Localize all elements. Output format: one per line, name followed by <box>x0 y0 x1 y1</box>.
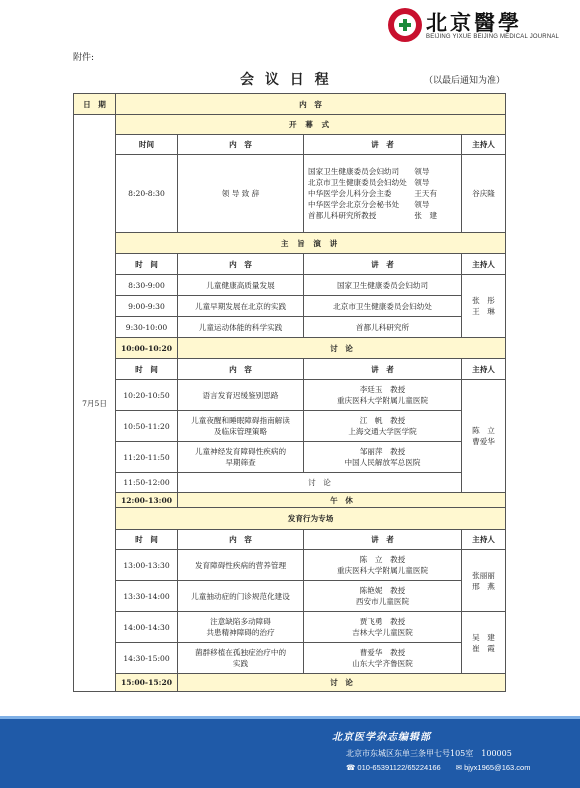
header-content: 内 容 <box>178 135 304 155</box>
journal-logo <box>388 8 422 42</box>
schedule-table <box>73 93 506 692</box>
special-speaker: 贾飞勇 教授 吉林大学儿童医院 <box>304 612 462 643</box>
discussion-label: 讨 论 <box>178 473 462 493</box>
opening-title: 开 幕 式 <box>116 115 506 135</box>
keynote-hosts: 张 彤 王 琳 <box>462 275 506 338</box>
footer-editor: 北京医学杂志编辑部 <box>332 732 431 743</box>
header-speaker: 讲 者 <box>304 359 462 380</box>
header-host: 主持人 <box>462 254 506 275</box>
session-content: 语言发育迟缓鉴别思路 <box>178 380 304 411</box>
special-hosts: 吴 建 崔 霞 <box>462 612 506 674</box>
lunch-time: 12:00-13:00 <box>116 493 178 508</box>
header-speaker: 讲 者 <box>304 135 462 155</box>
header-speaker: 讲 者 <box>304 530 462 550</box>
special-speaker: 曹爱华 教授 山东大学齐鲁医院 <box>304 643 462 674</box>
session-time: 11:20-11:50 <box>116 442 178 473</box>
session-speaker: 邹丽萍 教授 中国人民解放军总医院 <box>304 442 462 473</box>
header-time: 时 间 <box>116 530 178 550</box>
journal-name-en: BEIJING YIXUE BEIJING MEDICAL JOURNAL <box>426 34 560 40</box>
keynote-title: 主 旨 演 讲 <box>116 233 506 254</box>
lunch-label: 午 休 <box>178 493 506 508</box>
journal-name-cn: 北京醫學 <box>426 10 522 35</box>
keynote-content: 儿童运动体能的科学实践 <box>178 317 304 338</box>
header-content: 内 容 <box>178 359 304 380</box>
special-session-title: 发育行为专场 <box>116 508 506 530</box>
opening-speakers: 国家卫生健康委员会妇幼司 领导 北京市卫生健康委员会妇幼处 领导 中华医学会儿科分会主委 王天有 中华医学会北京分会秘书处 领导 首都儿科研究所教授 张 建 <box>304 155 462 233</box>
opening-host: 谷庆隆 <box>462 155 506 233</box>
journal-header <box>0 0 580 48</box>
keynote-speaker: 首都儿科研究所 <box>304 317 462 338</box>
special-speaker: 陈艳妮 教授 西安市儿童医院 <box>304 581 462 612</box>
keynote-speaker: 国家卫生健康委员会妇幼司 <box>304 275 462 296</box>
keynote-time: 9:00-9:30 <box>116 296 178 317</box>
header-speaker: 讲 者 <box>304 254 462 275</box>
opening-time: 8:20-8:30 <box>116 155 178 233</box>
special-speaker: 陈 立 教授 重庆医科大学附属儿童医院 <box>304 550 462 581</box>
keynote-content: 儿童健康高质量发展 <box>178 275 304 296</box>
footer-address: 北京市东城区东单三条甲七号105室 100005 <box>346 749 512 758</box>
keynote-content: 儿童早期发展在北京的实践 <box>178 296 304 317</box>
discussion-label: 讨 论 <box>178 338 506 359</box>
footer-band <box>0 716 580 788</box>
session-content: 儿童夜醒和睡眠障碍指南解读 及临床管理策略 <box>178 411 304 442</box>
special-time: 13:00-13:30 <box>116 550 178 581</box>
footer-contact: ☎ 010-65391122/65224166 ✉ bjyx1965@163.com <box>346 763 531 772</box>
header-time: 时 间 <box>116 359 178 380</box>
session-speaker: 李廷玉 教授 重庆医科大学附属儿童医院 <box>304 380 462 411</box>
discussion-time: 11:50-12:00 <box>116 473 178 493</box>
keynote-speaker: 北京市卫生健康委员会妇幼处 <box>304 296 462 317</box>
session-content: 儿童神经发育障碍性疾病的 早期筛查 <box>178 442 304 473</box>
medical-cross-icon <box>399 19 411 31</box>
discussion-time: 15:00-15:20 <box>116 674 178 692</box>
opening-content: 领 导 致 辞 <box>178 155 304 233</box>
header-host: 主持人 <box>462 135 506 155</box>
session-speaker: 江 帆 教授 上海交通大学医学院 <box>304 411 462 442</box>
special-content: 注意缺陷多动障碍 共患精神障碍的治疗 <box>178 612 304 643</box>
keynote-time: 9:30-10:00 <box>116 317 178 338</box>
session-time: 10:50-11:20 <box>116 411 178 442</box>
session-hosts: 陈 立 曹爱华 <box>462 380 506 493</box>
header-time: 时 间 <box>116 254 178 275</box>
header-host: 主持人 <box>462 530 506 550</box>
special-time: 14:30-15:00 <box>116 643 178 674</box>
special-content: 菌群移植在孤独症治疗中的 实践 <box>178 643 304 674</box>
discussion-label: 讨 论 <box>178 674 506 692</box>
header-content: 内 容 <box>178 254 304 275</box>
special-content: 发育障碍性疾病的营养管理 <box>178 550 304 581</box>
special-hosts: 张丽丽 邢 燕 <box>462 550 506 612</box>
special-content: 儿童抽动症的门诊规范化建设 <box>178 581 304 612</box>
col-content-header: 内 容 <box>116 94 506 115</box>
discussion-time: 10:00-10:20 <box>116 338 178 359</box>
special-time: 14:00-14:30 <box>116 612 178 643</box>
session-time: 10:20-10:50 <box>116 380 178 411</box>
schedule-note: （以最后通知为准） <box>424 76 506 86</box>
header-host: 主持人 <box>462 359 506 380</box>
special-time: 13:30-14:00 <box>116 581 178 612</box>
header-time: 时间 <box>116 135 178 155</box>
header-content: 内 容 <box>178 530 304 550</box>
col-date-header: 日 期 <box>74 94 116 115</box>
attachment-label: 附件: <box>73 53 95 63</box>
page-title: 会 议 日 程 <box>240 72 332 88</box>
keynote-time: 8:30-9:00 <box>116 275 178 296</box>
date-cell: 7月5日 <box>74 115 116 692</box>
